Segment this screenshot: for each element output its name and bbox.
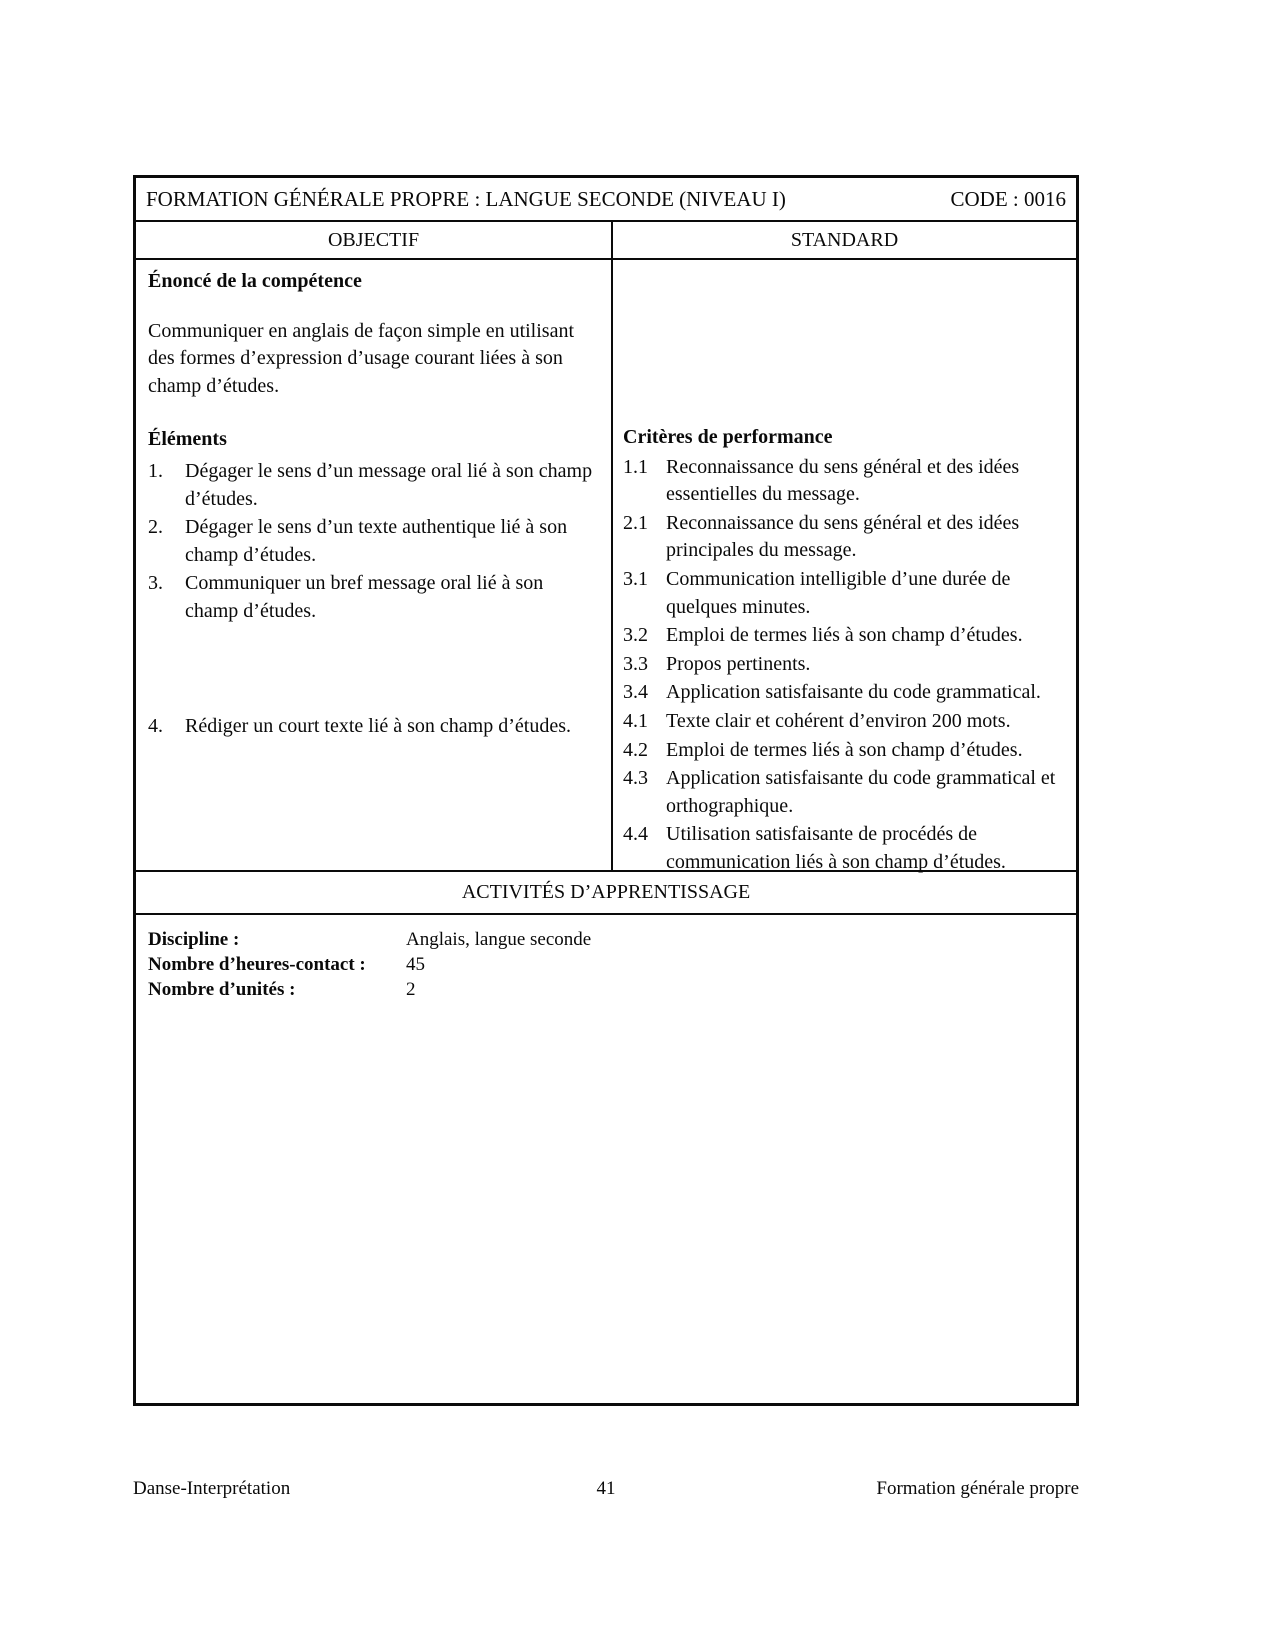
critere-number: 4.1: [623, 709, 648, 732]
critere-item: [623, 679, 1070, 707]
discipline-section: [136, 915, 1076, 1403]
element-number: 3.: [148, 572, 163, 595]
objectif-header: OBJECTIF: [136, 222, 613, 258]
field-value: Anglais, langue seconde: [406, 929, 592, 950]
critere-text: Application satisfaisante du code grammatical.: [666, 681, 1041, 704]
critere-number: 3.4: [623, 681, 648, 704]
element-text: Dégager le sens d’un message oral lié à son champ d’études.: [185, 459, 593, 510]
critere-item: [623, 454, 1070, 509]
critere-text: Propos pertinents.: [666, 652, 811, 675]
enonce-text: Communiquer en anglais de façon simple en utilisant des formes d’expression d’usage courant liées à son champ d’études.: [148, 319, 575, 397]
critere-text: Texte clair et cohérent d’environ 200 mots.: [666, 709, 1011, 732]
footer-right: Formation générale propre: [876, 1478, 1079, 1499]
critere-item: [623, 651, 1070, 679]
critere-item: [623, 622, 1070, 650]
field-value: 45: [406, 954, 425, 976]
critere-number: 3.1: [623, 567, 648, 590]
critere-number: 4.2: [623, 738, 648, 761]
critere-number: 4.4: [623, 823, 648, 846]
footer-page-number: 41: [596, 1478, 616, 1499]
critere-number: 4.3: [623, 767, 648, 790]
element-item: [148, 514, 601, 569]
critere-text: Reconnaissance du sens général et des idées principales du message.: [666, 511, 1020, 562]
critere-item: [623, 821, 1070, 876]
critere-text: Emploi de termes liés à son champ d’études.: [666, 624, 1023, 647]
title-row: [136, 178, 1076, 222]
doc-title: FORMATION GÉNÉRALE PROPRE : LANGUE SECONDE (NIVEAU I): [146, 186, 786, 211]
element-number: 1.: [148, 459, 163, 482]
critere-item: [623, 737, 1070, 765]
critere-text: Reconnaissance du sens général et des idées essentielles du message.: [666, 455, 1020, 506]
element-item: [148, 713, 601, 741]
field-row: [148, 977, 1066, 1002]
footer-left: Danse-Interprétation: [133, 1478, 291, 1499]
element-item: [148, 570, 601, 625]
critere-number: 1.1: [623, 455, 648, 478]
standard-column: [613, 260, 1076, 873]
element-text: Rédiger un court texte lié à son champ d’études.: [185, 714, 571, 737]
column-headers: [136, 222, 1076, 260]
critere-text: Emploi de termes liés à son champ d’études.: [666, 738, 1023, 761]
field-row: [148, 952, 1066, 977]
field-label: Nombre d’heures-contact :: [148, 954, 366, 976]
table-body: [136, 260, 1076, 872]
doc-code: CODE : 0016: [950, 186, 1066, 211]
critere-item: [623, 566, 1070, 621]
field-label: Nombre d’unités :: [148, 979, 296, 1001]
criteres-title: Critères de performance: [623, 426, 833, 448]
critere-item: [623, 765, 1070, 820]
critere-text: Communication intelligible d’une durée de quelques minutes.: [666, 567, 1011, 618]
element-text: Dégager le sens d’un texte authentique lié à son champ d’études.: [185, 516, 568, 566]
objectif-column: [136, 260, 613, 870]
element-item: [148, 458, 601, 513]
element-number: 2.: [148, 516, 163, 539]
activites-header: ACTIVITÉS D’APPRENTISSAGE: [136, 872, 1076, 915]
critere-text: Utilisation satisfaisante de procédés de communication liés à son champ d’études.: [666, 823, 1006, 873]
critere-number: 3.3: [623, 652, 648, 675]
field-value: 2: [406, 979, 416, 1001]
element-text: Communiquer un bref message oral lié à son champ d’études.: [185, 572, 544, 622]
field-row: [148, 927, 1066, 952]
critere-number: 3.2: [623, 624, 648, 647]
element-number: 4.: [148, 714, 163, 737]
critere-item: [623, 708, 1070, 736]
elements-title: Éléments: [148, 428, 227, 451]
field-label: Discipline :: [148, 929, 240, 950]
document-table: [133, 175, 1079, 1406]
enonce-title: Énoncé de la compétence: [148, 270, 362, 292]
critere-text: Application satisfaisante du code grammatical et orthographique.: [666, 767, 1056, 817]
critere-item: [623, 510, 1070, 565]
footer: [133, 1478, 1079, 1500]
critere-number: 2.1: [623, 511, 648, 534]
standard-header: STANDARD: [790, 228, 899, 251]
